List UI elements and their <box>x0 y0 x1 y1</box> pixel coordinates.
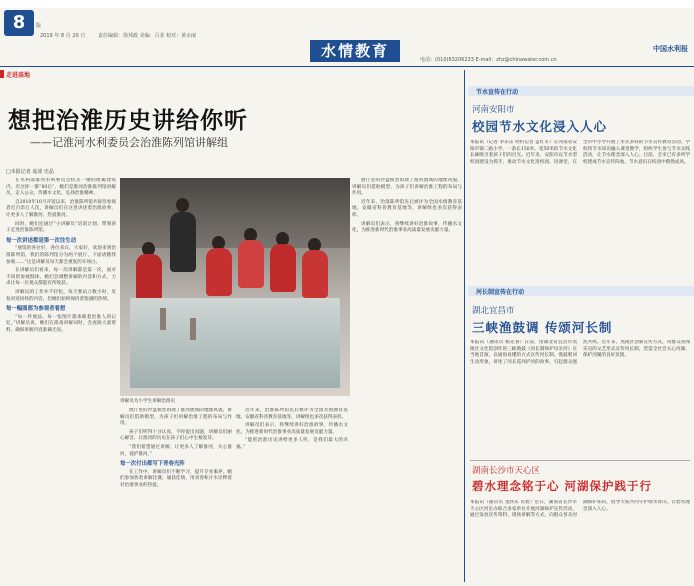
column-divider <box>464 70 465 582</box>
date-line: 2019 年 8 月 20 日 <box>40 33 86 39</box>
paragraph: “每一件展品、每一张图片都承载着治淮人的记忆。”讲解员说，她们在准备讲解词时，会查阅大量资料，确保讲解内容准确无误。 <box>6 314 116 333</box>
paragraph: 同时，她们还通过“小讲解员”培训计划，带领孩子走进治淮陈列馆。 <box>6 221 116 234</box>
article3-location: 湖南长沙市天心区 <box>472 466 541 476</box>
sidebar-section-label: 河长制宣传在行动 <box>476 289 525 296</box>
paragraph: 展厅里的沙盘模型再现了淮河流域的地理风貌，讲解员们借助模型，为孩子们讲解治淮工程的布局与作用。 <box>120 408 232 427</box>
article2-body: 本报讯（通讯员 杨先睿）日前，由湖北省宜昌市夷陵区文化馆创作的三峡渔鼓《河长制保护母亲河》在当地首演，以通俗易懂的方式宣传河长制。渔鼓唱词生动形象，讲述了河长巡河护河的故事，引起群众强烈共鸣。近年来，夷陵区创新宣传方式，用群众喜闻乐见的文艺形式宣传河长制，营造全社会关心河湖、保护河湖的良好氛围。 <box>470 340 690 365</box>
photo-figure <box>238 240 264 288</box>
article-column-5 <box>352 178 462 582</box>
kicker-bar <box>0 70 4 78</box>
photo-figure <box>270 244 296 292</box>
photo-figure <box>176 198 189 212</box>
newspaper-brand: 中国水利报 <box>653 44 688 53</box>
article1-body: 本报讯（记者 李乐乐 特约记者 孟红军）在河南省安阳市钢二路小学，一条长150米、宽50米的节水文化长廊吸引着孩子们的目光。近年来，安阳市以节水型校园建设为抓手，推动节水文化进校园、进课堂，在全市中小学开展了形式多样的节水宣传教育活动。学校将节水知识融入课堂教学，组织学生参与节水实践活动，让节水理念深入人心。目前，全市已有多所学校建成节水宣传阵地，节水意识在校园中蔚然成风。 <box>470 140 690 165</box>
article-column-1 <box>6 178 116 582</box>
article-column-3 <box>120 408 232 582</box>
photo-caption: 讲解员为小学生讲解治淮史 <box>120 399 176 404</box>
byline: □本报记者 庞沛 史晶 <box>6 169 54 175</box>
page-suffix: 版 <box>36 23 42 29</box>
paragraph: 近年来，治淮陈列馆先后被评为全国水情教育基地、安徽省科普教育基地等，讲解组也多次获得表彰。 <box>236 408 348 420</box>
paragraph: 讲解员的工作并不轻松，每天要站立数小时，反复讲述同样的内容，但她们始终保持着饱满的热情。 <box>6 289 116 302</box>
headline: 想把治淮历史讲给你听 <box>8 107 248 134</box>
photo-tower <box>160 308 166 330</box>
paragraph: 讲解员们表示，将继续讲好治淮故事，传播水文化，为推进新时代治淮事业高质量发展贡献力量。 <box>352 221 462 234</box>
photo-figure <box>206 248 232 296</box>
section-label: 每一次付出都写下青春光阵 <box>120 461 185 468</box>
contact-line: 电话：(010)63206233 E-mail：zhz@chinawater.com.cn <box>420 57 557 63</box>
article3-title: 碧水理念铭于心 河湖保护践于行 <box>472 479 653 493</box>
paragraph: 在讲解员们看来，每一次讲解都是第一次，面对不同的参观群体，她们会调整讲解的内容和方式，力求让每一位观众都能有所收获。 <box>6 268 116 287</box>
paragraph: “能把治淮历史讲给更多人听，是我们最大的幸福。” <box>236 438 348 450</box>
sidebar-section-label: 节水宣传在行动 <box>476 89 519 96</box>
paragraph: 展厅里的沙盘模型再现了淮河流域的地理风貌，讲解员们借助模型，为孩子们讲解治淮工程的布局与作用。 <box>352 178 462 197</box>
paragraph: “我们希望通过讲解，让更多人了解淮河，关心淮河，爱护淮河。” <box>120 444 232 457</box>
paragraph: 讲解员们表示，将继续讲好治淮故事，传播水文化，为推进新时代治淮事业高质量发展贡献力量。 <box>236 423 348 435</box>
section-label: 每一幅图都为参观者着想 <box>6 306 66 313</box>
photo-figure <box>136 254 162 302</box>
paragraph: 孩子们听得十分认真，不时提出问题，讲解员们耐心解答，让淮河的历史在孩子们心中生根发芽。 <box>120 429 232 442</box>
sidebar-divider <box>470 460 690 461</box>
paragraph: 在工作中，讲解员们不断学习，提升专业素养。她们参加各类讲解比赛，屡获佳绩，用青春和汗水诠释着对治淮事业的热爱。 <box>120 469 232 488</box>
section-title: 水情教育 <box>310 40 400 62</box>
article2-title: 三峡渔鼓调 传颂河长制 <box>472 320 613 335</box>
article-column-4 <box>236 408 348 582</box>
page-number-badge: 8 <box>4 10 34 36</box>
paragraph: 近年来，治淮陈列馆先后被评为全国水情教育基地、安徽省科普教育基地等，讲解组也多次获得表彰。 <box>352 199 462 218</box>
top-strip <box>0 0 694 8</box>
section-label: 每一次讲述都是第一次往生动 <box>6 237 77 244</box>
article-photo <box>120 178 350 396</box>
photo-figure <box>302 250 328 298</box>
kicker: 走进基地 <box>6 72 31 79</box>
photo-tower <box>190 318 196 340</box>
article1-location: 河南安阳市 <box>472 105 515 115</box>
subheadline: ——记淮河水利委员会治淮陈列馆讲解组 <box>30 136 228 149</box>
photo-figure <box>170 212 196 272</box>
paragraph: “展馆的各位好，各位来宾，大家好，欢迎来到治淮陈列馆，我们的陈列馆分为两个展厅，下面请随我参观……”这是讲解员每天都会重复的开场白。 <box>6 246 116 265</box>
article2-location: 湖北宜昌市 <box>472 306 515 316</box>
paragraph: 在水利部淮河水利委员会机关一楼的附属建筑内，有这样一群“80后”，她们是淮河治淮陈列馆讲解员，走入公众，传播水文化，弘扬治淮精神。 <box>6 178 116 197</box>
editor-line: 责任编辑：徐邦政 美编：吕菲 校对：黄水丽 <box>98 33 197 39</box>
article1-title: 校园节水文化浸入人心 <box>472 119 608 134</box>
article3-body: 本报讯（通讯员 龙欣乐 肖碧）近日，湖南省长沙市天心区河长办联合多家单位开展河湖保护宣传活动，通过发放宣传资料、现场讲解等方式，向群众普及河湖保护知识，倡导大家共同守护绿水青山，让碧水理念深入人心。 <box>470 500 690 519</box>
paragraph: 自2010年10月开馆以来，治淮陈列馆共接待参观者近百余万人次，讲解员们在这里讲述着治淮故事，让更多人了解淮河、热爱淮河。 <box>6 199 116 218</box>
masthead-rule <box>0 66 694 67</box>
